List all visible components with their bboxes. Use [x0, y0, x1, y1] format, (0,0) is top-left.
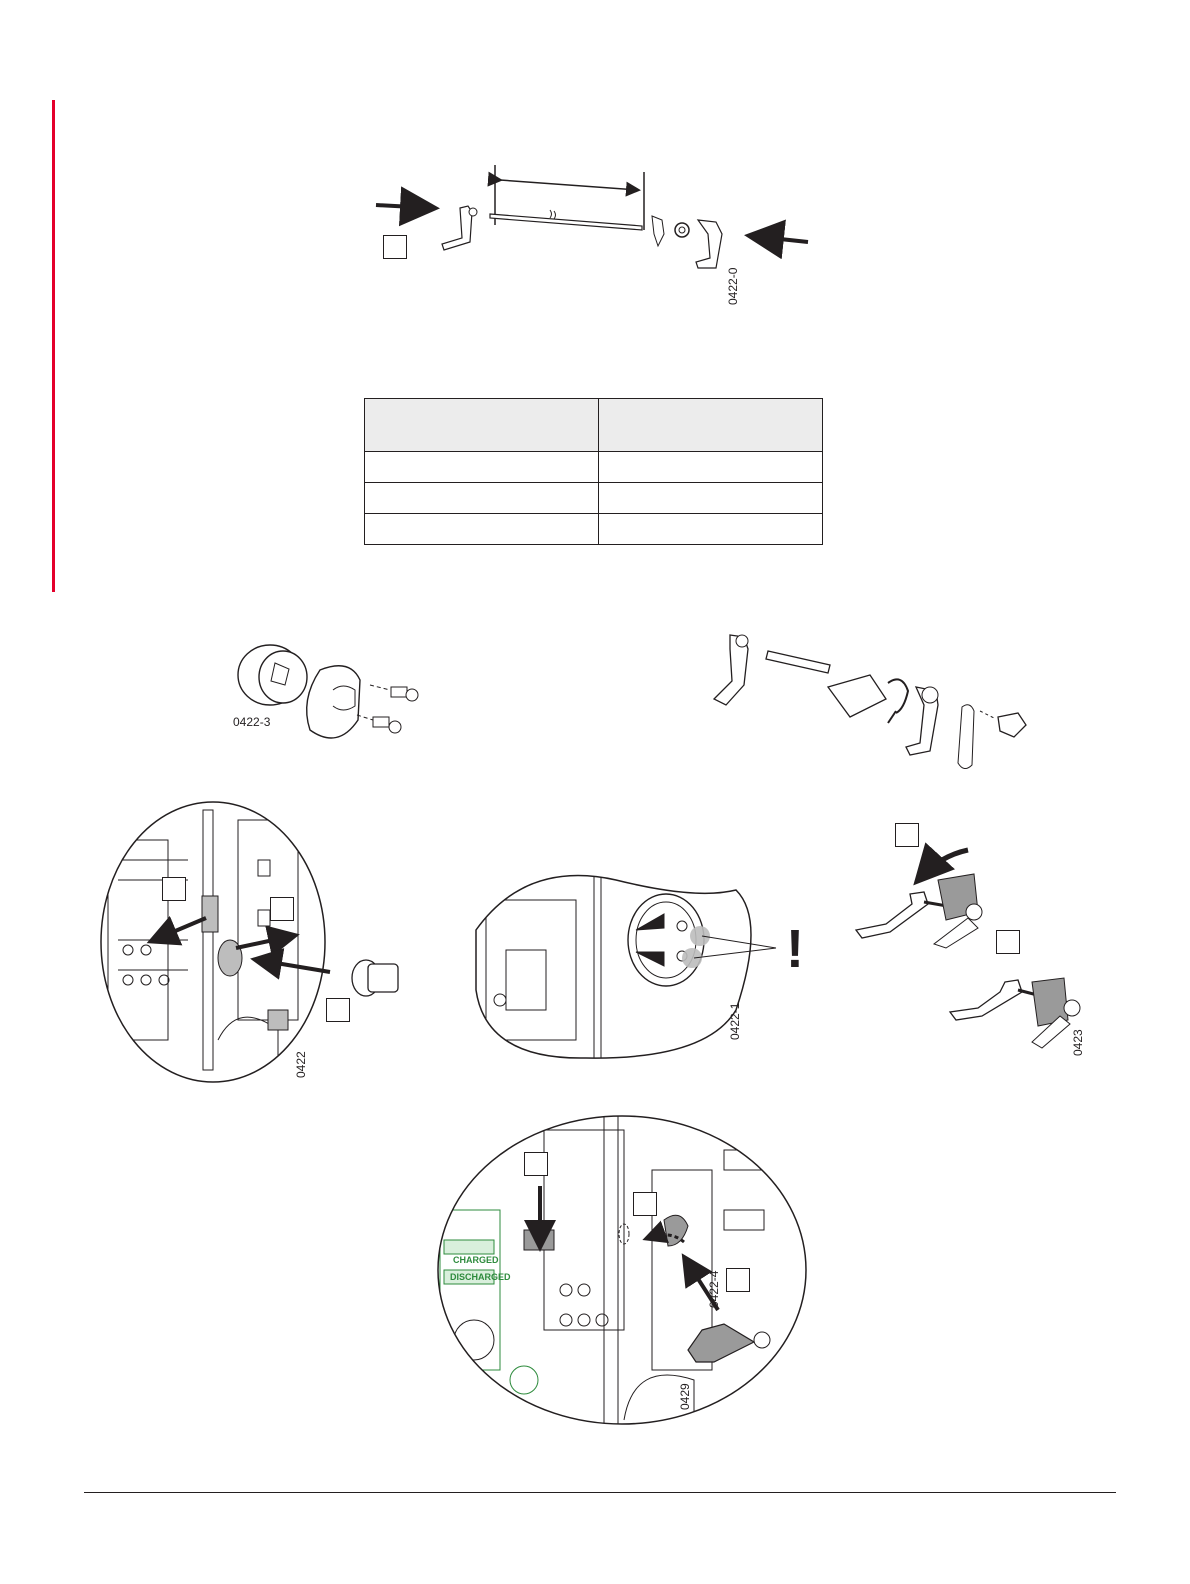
callout-box — [996, 930, 1020, 954]
figure-coupling-alignment — [466, 860, 806, 1065]
shaft-parts-exploded-drawing — [700, 625, 1035, 785]
figure-code: 0422-4 — [707, 1270, 721, 1308]
figure-code: 0429 — [678, 1383, 692, 1410]
crank-rotation-drawing — [850, 820, 1090, 1070]
callout-box — [524, 1152, 548, 1176]
figure-coupling-parts — [225, 635, 425, 745]
table-cell — [599, 452, 823, 483]
callout-box — [162, 877, 186, 901]
callout-box — [270, 897, 294, 921]
figure-code: 0423 — [1071, 1029, 1085, 1056]
callout-box — [633, 1192, 657, 1216]
callout-box — [326, 998, 350, 1022]
table-header-row — [365, 399, 823, 452]
indicator-discharged: DISCHARGED — [450, 1272, 511, 1282]
revision-bar — [52, 100, 55, 592]
shaft-assembly-drawing — [360, 150, 830, 320]
table-cell — [599, 514, 823, 545]
callout-box — [895, 823, 919, 847]
figure-code: 0422-1 — [728, 1002, 742, 1040]
footer-divider — [84, 1492, 1116, 1493]
table-header-cell — [599, 399, 823, 452]
figure-final-install — [434, 1110, 814, 1430]
callout-box — [726, 1268, 750, 1292]
figure-code: 0422-3 — [233, 715, 271, 729]
table-row — [365, 452, 823, 483]
indicator-charged: CHARGED — [453, 1255, 499, 1265]
table-cell — [365, 514, 599, 545]
warning-symbol: ! — [786, 919, 804, 979]
final-install-drawing — [434, 1110, 814, 1430]
spec-table — [364, 398, 823, 545]
figure-crank-rotation — [850, 820, 1090, 1070]
figure-coupling-install — [98, 800, 418, 1090]
figure-shaft-assembly — [360, 150, 830, 320]
table-cell — [365, 483, 599, 514]
callout-box — [383, 235, 407, 259]
table-row — [365, 514, 823, 545]
table-cell — [365, 452, 599, 483]
table-cell — [599, 483, 823, 514]
table-row — [365, 483, 823, 514]
figure-code: 0422 — [294, 1051, 308, 1078]
coupling-install-drawing — [98, 800, 418, 1090]
coupling-alignment-drawing — [466, 860, 806, 1065]
table-header-cell — [365, 399, 599, 452]
figure-code: 0422-0 — [726, 267, 740, 305]
